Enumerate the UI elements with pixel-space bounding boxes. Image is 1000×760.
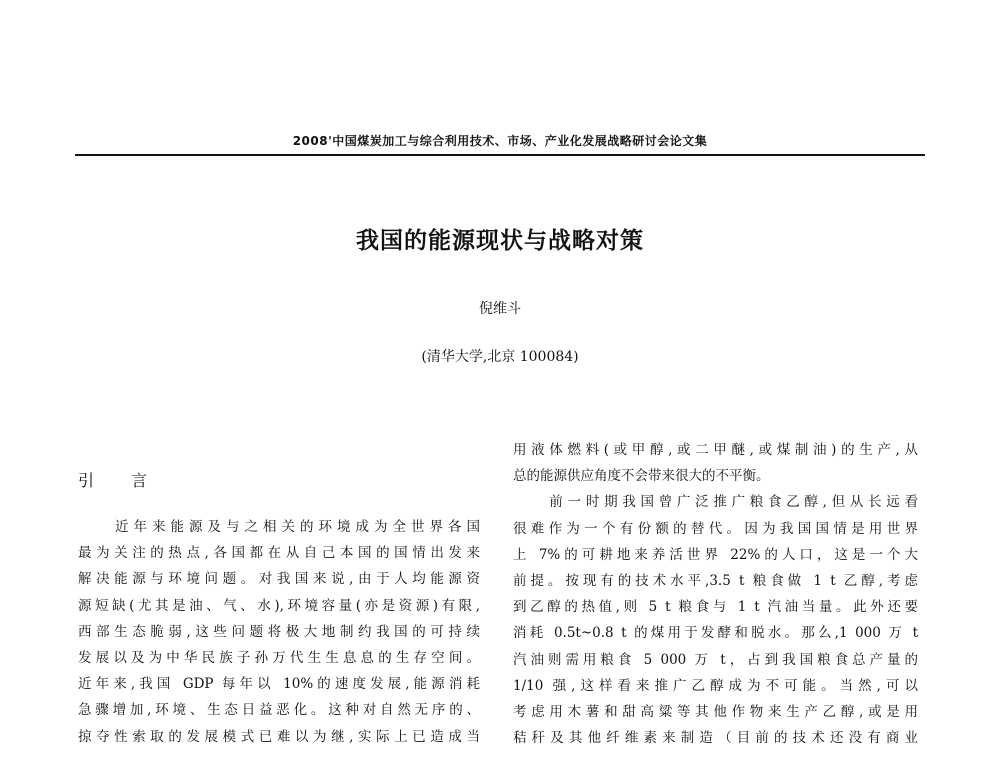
text-line: 上 7%的可耕地来养活世界 22%的人口，这是一个大: [513, 546, 918, 563]
running-header: 2008'中国煤炭加工与综合利用技术、市场、产业化发展战略研讨会论文集: [292, 134, 708, 148]
text-line: 总的能源供应角度不会带来很大的不平衡。: [513, 468, 770, 485]
section-heading-introduction: 引 言: [78, 471, 164, 490]
text-line: 源短缺(尤其是油、气、水),环境容量(亦是资源)有限,: [78, 597, 480, 614]
text-line: 解决能源与环境问题。对我国来说,由于人均能源资: [78, 571, 480, 588]
text-line: 发展以及为中华民族子孙万代生生息息的生存空间。: [78, 649, 480, 666]
text-line: 到乙醇的热值,则 5 t 粮食与 1 t 汽油当量。此外还要: [513, 599, 918, 616]
author-affiliation: (清华大学,北京 100084): [421, 349, 579, 365]
text-line: 很难作为一个有份额的替代。因为我国国情是用世界: [513, 520, 918, 537]
article-author: 倪维斗: [479, 301, 521, 317]
text-line: 前提。按现有的技术水平,3.5 t 粮食做 1 t 乙醇,考虑: [513, 572, 918, 589]
text-line: 最为关注的热点,各国都在从自己本国的国情出发来: [78, 545, 480, 562]
text-line: 汽油则需用粮食 5 000 万 t，占到我国粮食总产量的: [513, 651, 918, 668]
text-line: 考虑用木薯和甜高粱等其他作物来生产乙醇,或是用: [513, 703, 918, 720]
text-line: 近年来,我国 GDP 每年以 10%的速度发展,能源消耗: [78, 676, 480, 693]
text-line: 消耗 0.5t~0.8 t 的煤用于发酵和脱水。那么,1 000 万 t: [513, 625, 918, 642]
left-column-text: [78, 514, 480, 750]
text-line: 近年来能源及与之相关的环境成为全世界各国: [78, 519, 480, 535]
text-line: 西部生态脆弱,这些问题将极大地制约我国的可持续: [78, 623, 480, 640]
text-line: 急骤增加,环境、生态日益恶化。这种对自然无序的、: [78, 702, 480, 719]
header-divider: [75, 154, 925, 156]
text-line: 秸秆及其他纤维素来制造（目前的技术还没有商业: [513, 730, 918, 747]
text-line: 前一时期我国曾广泛推广粮食乙醇,但从长远看: [513, 494, 918, 511]
text-line: 1/10 强,这样看来推广乙醇成为不可能。当然,可以: [513, 677, 918, 694]
text-line: 用液体燃料(或甲醇,或二甲醚,或煤制油)的生产,从: [513, 442, 918, 458]
right-column-text: [513, 437, 918, 751]
article-title: 我国的能源现状与战略对策: [356, 228, 644, 254]
text-line: 掠夺性索取的发展模式已难以为继,实际上已造成当: [78, 728, 480, 745]
